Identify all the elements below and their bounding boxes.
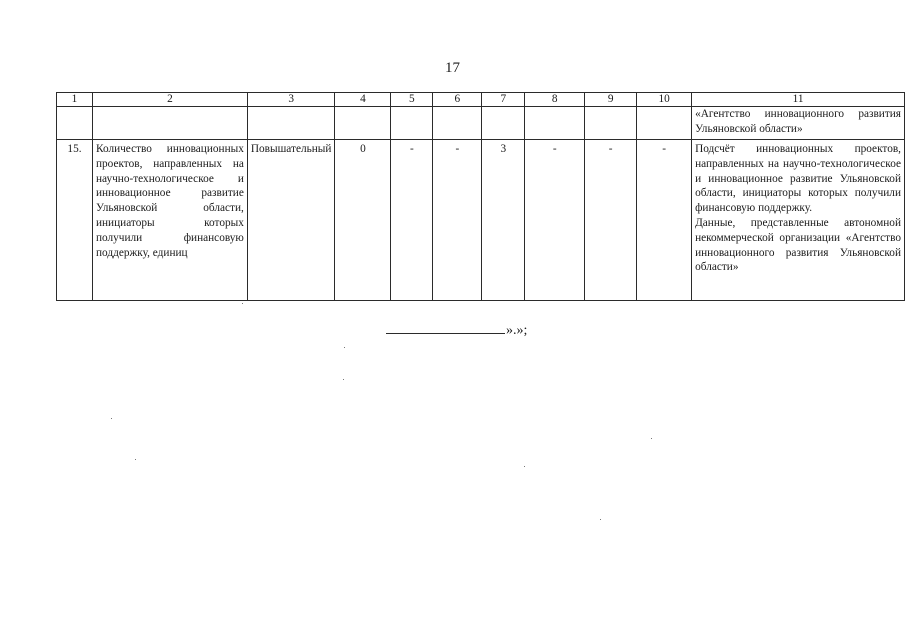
carry-cell bbox=[92, 107, 247, 140]
header-cell-4: 4 bbox=[335, 93, 391, 107]
value-col-6: - bbox=[433, 140, 482, 301]
header-cell-3: 3 bbox=[247, 93, 335, 107]
scan-speck bbox=[343, 379, 344, 380]
value-col-9: - bbox=[585, 140, 637, 301]
value-col-7: 3 bbox=[482, 140, 525, 301]
value-col-8: - bbox=[525, 140, 585, 301]
scan-speck bbox=[111, 418, 112, 419]
row-number: 15. bbox=[57, 140, 93, 301]
carry-cell bbox=[525, 107, 585, 140]
header-row bbox=[57, 93, 905, 107]
value-col-4: 0 bbox=[335, 140, 391, 301]
header-cell-1: 1 bbox=[57, 93, 93, 107]
page-number: 17 bbox=[445, 60, 460, 76]
header-cell-7: 7 bbox=[482, 93, 525, 107]
data-source: Данные, представленные автономной некоммерческой организации «Агентство инновационного развития Ульяновской области» bbox=[695, 216, 901, 274]
calculation-method: Подсчёт инновационных проектов, направленных на научно-технологическое и инновационное развитие Ульяновской области, инициаторы которых получили финансовую поддержку. bbox=[695, 143, 901, 215]
carry-cell bbox=[57, 107, 93, 140]
scan-speck bbox=[242, 303, 243, 304]
scan-speck bbox=[344, 347, 345, 348]
carry-cell bbox=[335, 107, 391, 140]
closing-line bbox=[386, 322, 527, 339]
method-and-source bbox=[692, 140, 905, 301]
header-cell-8: 8 bbox=[525, 93, 585, 107]
header-cell-6: 6 bbox=[433, 93, 482, 107]
scan-speck bbox=[524, 466, 525, 467]
carry-cell bbox=[247, 107, 335, 140]
carry-cell bbox=[433, 107, 482, 140]
value-col-10: - bbox=[637, 140, 692, 301]
indicator-name: Количество инновационных проектов, направленных на научно-технологическое и инновационное развитие Ульяновской области, инициаторы которых получили финансовую поддержку, единиц bbox=[92, 140, 247, 301]
scan-speck bbox=[135, 459, 136, 460]
indicator-type: Повышательный bbox=[247, 140, 335, 301]
carry-cell bbox=[637, 107, 692, 140]
value-col-5: - bbox=[391, 140, 433, 301]
header-cell-9: 9 bbox=[585, 93, 637, 107]
carry-cell bbox=[391, 107, 433, 140]
carry-over-row bbox=[57, 107, 905, 140]
header-cell-5: 5 bbox=[391, 93, 433, 107]
scan-speck bbox=[651, 438, 652, 439]
closing-quote: ».»; bbox=[506, 323, 528, 338]
header-cell-11: 11 bbox=[692, 93, 905, 107]
indicator-table bbox=[56, 92, 905, 301]
scan-speck bbox=[600, 519, 601, 520]
header-cell-10: 10 bbox=[637, 93, 692, 107]
header-cell-2: 2 bbox=[92, 93, 247, 107]
table-row-15 bbox=[57, 140, 905, 301]
carry-source-text: «Агентство инновационного развития Ульяновской области» bbox=[692, 107, 905, 140]
closing-rule bbox=[386, 322, 505, 334]
carry-cell bbox=[585, 107, 637, 140]
carry-cell bbox=[482, 107, 525, 140]
